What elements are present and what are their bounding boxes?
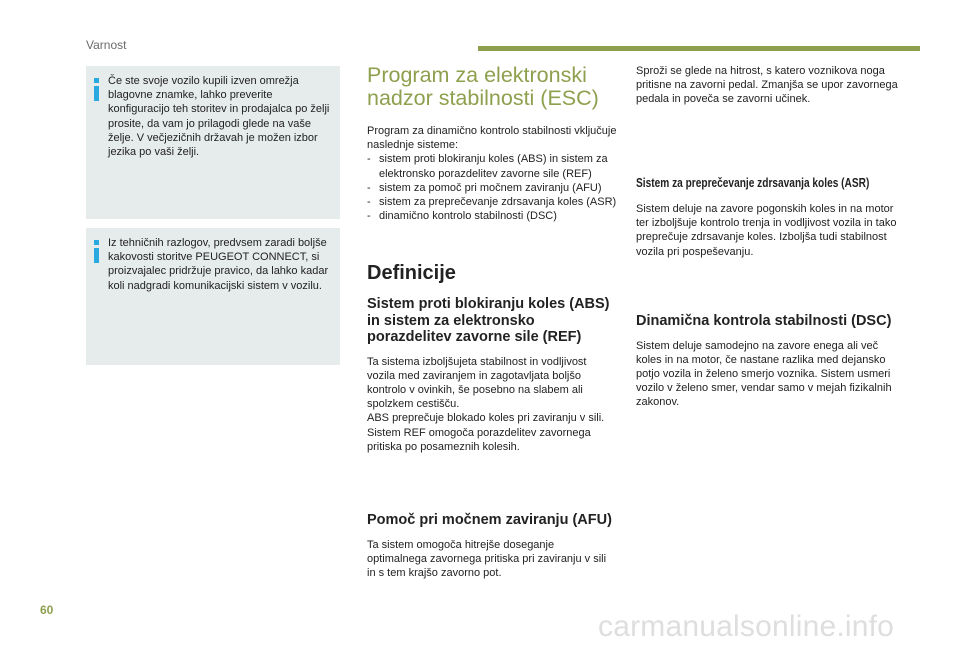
definitions-title: Definicije (367, 262, 456, 284)
abs-title: Sistem proti blokiranju koles (ABS) in sistem za elektronsko porazdelitev zavorne sile (REF) (367, 296, 610, 345)
esc-intro: Program za dinamično kontrolo stabilnosti vključuje naslednje sisteme: (367, 125, 617, 152)
list-item: - sistem za pomoč pri močnem zaviranju (AFU) (367, 181, 617, 195)
info-note-text: Če ste svoje vozilo kupili izven omrežja blagovne znamke, lahko preverite konfiguracijo teh storitev in prodajalca po želji prosite, da vam jo prilagodi glede na vaše želje. V večjezičnih državah je možen izbor jezika po vaši želji. (108, 75, 330, 159)
afu-continued (636, 64, 898, 107)
afu-section (367, 512, 617, 580)
afu-paragraph: Ta sistem omogoča hitrejše doseganje optimalnega zavornega pritiska pri zaviranju v sili in s tem krajšo zavorno pot. (367, 538, 607, 579)
info-icon (94, 78, 99, 101)
abs-paragraph: Sistem REF omogoča porazdelitev zavornega pritiska po posameznih kolesih. (367, 426, 591, 453)
abs-section (367, 296, 617, 454)
esc-title: Program za elektronski nadzor stabilnosti (ESC) (367, 63, 599, 110)
dsc-title: Dinamična kontrola stabilnosti (DSC) (636, 313, 892, 329)
afu-continued-text: Sproži se glede na hitrost, s katero voznikova noga pritisne na zavorni pedal. Zmanjša se upor zavornega pedala in poveča se zavorni učinek. (636, 65, 898, 106)
asr-paragraph: Sistem deluje na zavore pogonskih koles in na motor ter izboljšuje kontrolo trenja in vodljivost vozila in tako preprečuje zdrsavanje koles. Izboljša tudi stabilnost vozila pri pospeševanju. (636, 203, 897, 258)
list-item: - dinamično kontrolo stabilnosti (DSC) (367, 209, 617, 223)
asr-title: Sistem za preprečevanje zdrsavanja koles (ASR) (636, 175, 870, 190)
info-note (86, 66, 340, 219)
dsc-section (636, 313, 898, 410)
info-note-text: Iz tehničnih razlogov, predvsem zaradi boljše kakovosti storitve PEUGEOT CONNECT, si proizvajalec pridržuje pravico, da lahko kadar koli nadgradi komunikacijski sistem v vozilu. (108, 237, 329, 292)
dsc-paragraph: Sistem deluje samodejno na zavore enega ali več koles in na motor, če nastane razlika med dejansko potjo vozila in želeno smerjo voznika. Sistem usmeri vozilo v želeno smer, vendar samo v mejah fizikalnih zakonov. (636, 339, 892, 409)
esc-column (367, 64, 617, 223)
header-bar (478, 46, 920, 51)
info-note (86, 228, 340, 365)
section-label: Varnost (86, 38, 127, 52)
asr-section (636, 175, 898, 259)
list-item: - sistem za preprečevanje zdrsavanja koles (ASR) (367, 195, 617, 209)
page-number: 60 (40, 603, 54, 617)
esc-system-list (367, 152, 617, 223)
abs-paragraph: Ta sistema izboljšujeta stabilnost in vodljivost vozila med zaviranjem in zagotavljata boljšo kontrolo v ovinkih, še posebno na slabem ali spolzkem cestišču. (367, 355, 587, 411)
abs-paragraph: ABS preprečuje blokado koles pri zaviranju v sili. (367, 412, 605, 425)
afu-title: Pomoč pri močnem zaviranju (AFU) (367, 512, 612, 528)
info-icon (94, 240, 99, 263)
watermark: carmanualsonline.info (598, 610, 895, 643)
list-item: - sistem proti blokiranju koles (ABS) in sistem za elektronsko porazdelitev zavorne sile (REF) (367, 152, 617, 180)
